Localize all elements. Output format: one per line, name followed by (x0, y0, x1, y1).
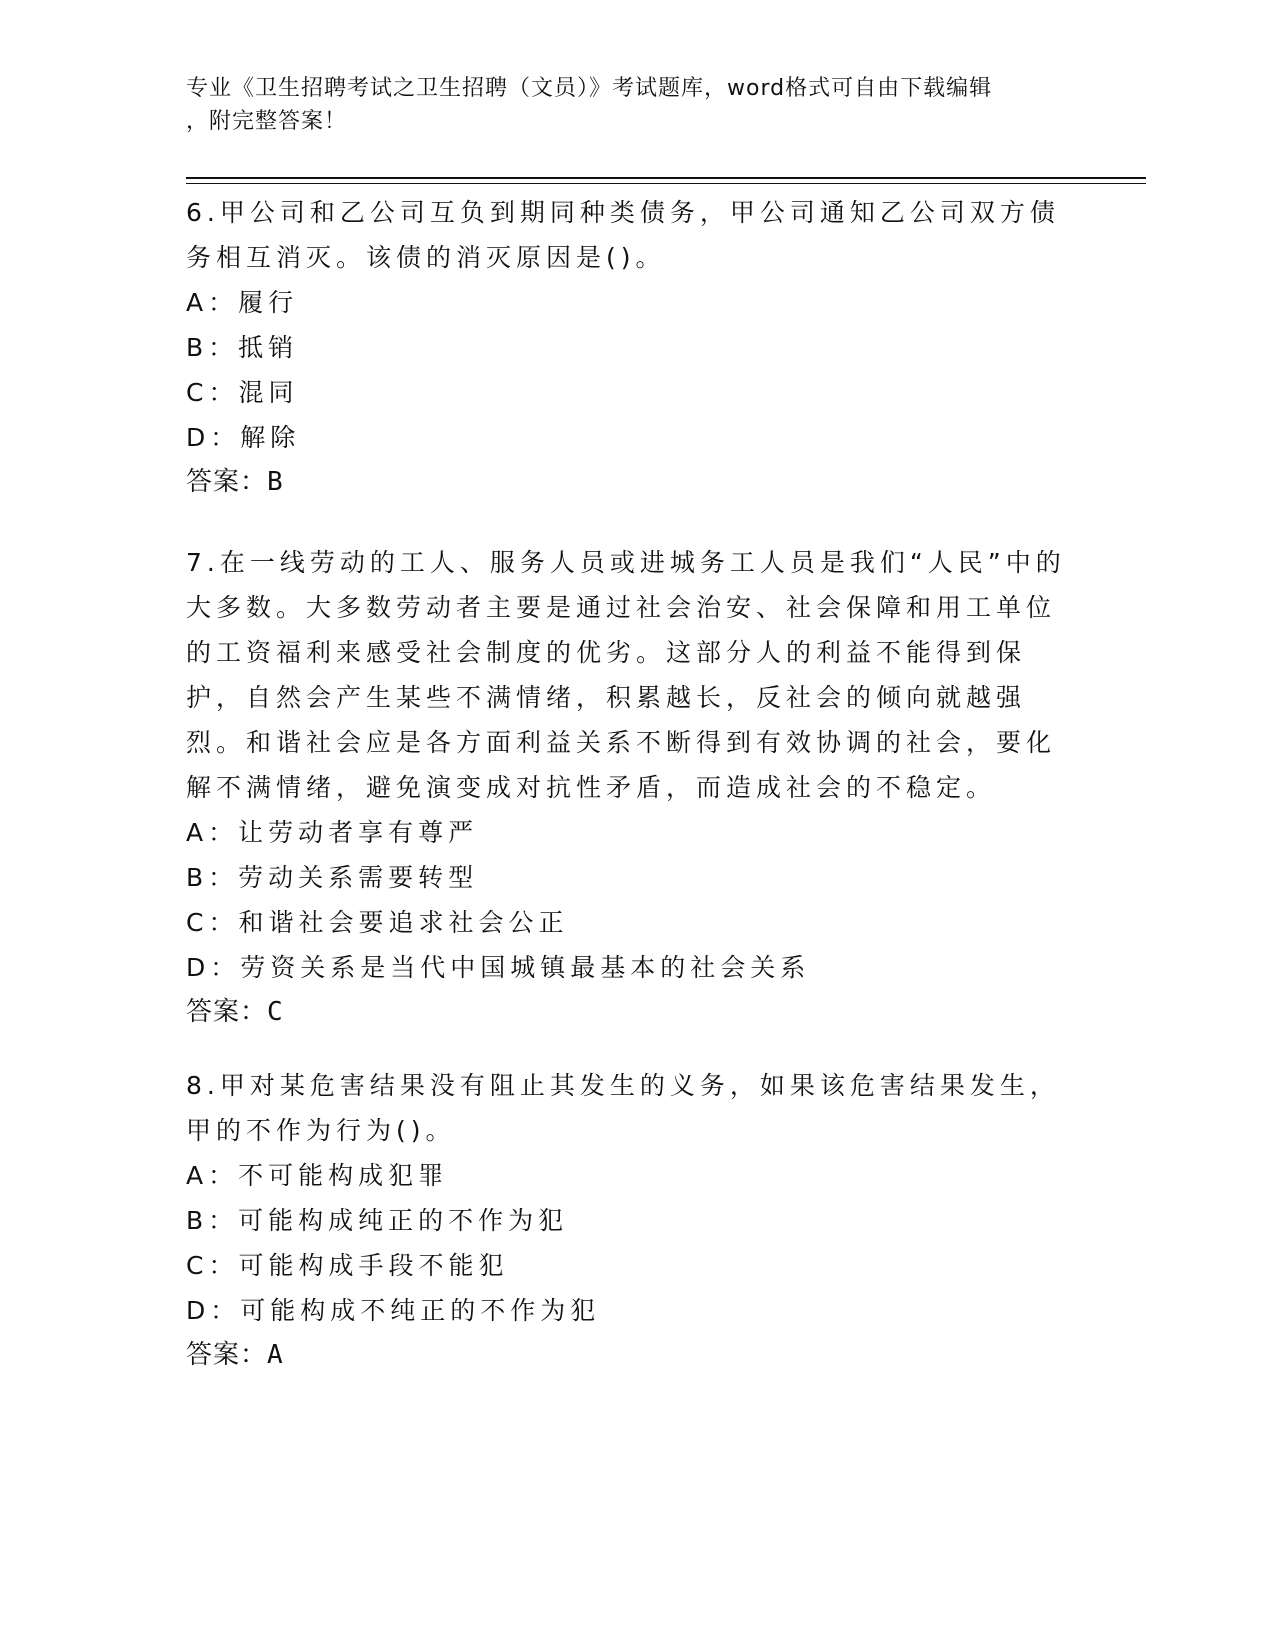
document-header (186, 72, 1056, 138)
option-c: C：和谐社会要追求社会公正 (186, 908, 569, 937)
option-a: A：不可能构成犯罪 (186, 1161, 449, 1190)
header-line-1: 专业《卫生招聘考试之卫生招聘（文员）》考试题库，word格式可自由下载编辑 (186, 76, 993, 101)
header-divider-thick (186, 177, 1146, 179)
answer-value: B (267, 467, 284, 497)
question-stem: 6.甲公司和乙公司互负到期同种类债务，甲公司通知乙公司双方债务相互消灭。该债的消灭原因是()。 (186, 198, 1060, 272)
header-divider-thin (186, 183, 1146, 184)
answer-label: 答案： (186, 1340, 268, 1370)
question-stem: 7.在一线劳动的工人、服务人员或进城务工人员是我们“人民”中的大多数。大多数劳动者主要是通过社会治安、社会保障和用工单位的工资福利来感受社会制度的优劣。这部分人的利益不能得到保护，自然会产生某些不满情绪，积累越长，反社会的倾向就越强烈。和谐社会应是各方面利益关系不断得到有效协调的社会，要化解不满情绪，避免演变成对抗性矛盾，而造成社会的不稳定。 (186, 548, 1066, 802)
question-6 (186, 190, 1066, 505)
option-b: B：可能构成纯正的不作为犯 (186, 1206, 569, 1235)
option-b: B：抵销 (186, 333, 299, 362)
option-c: C：可能构成手段不能犯 (186, 1251, 509, 1280)
header-line-2: ，附完整答案！ (186, 109, 348, 134)
answer-line (186, 990, 1066, 1035)
option-d: D：劳资关系是当代中国城镇最基本的社会关系 (186, 953, 811, 982)
answer-label: 答案： (186, 467, 268, 497)
answer-line (186, 1333, 1066, 1378)
answer-value: C (267, 997, 284, 1027)
option-a: A：让劳动者享有尊严 (186, 818, 479, 847)
question-stem: 8.甲对某危害结果没有阻止其发生的义务，如果该危害结果发生，甲的不作为行为()。 (186, 1071, 1060, 1145)
question-8 (186, 1063, 1066, 1378)
answer-value: A (267, 1340, 284, 1370)
question-7 (186, 540, 1066, 1035)
option-b: B：劳动关系需要转型 (186, 863, 479, 892)
option-d: D：解除 (186, 423, 301, 452)
answer-label: 答案： (186, 997, 268, 1027)
option-c: C：混同 (186, 378, 299, 407)
option-a: A：履行 (186, 288, 299, 317)
answer-line (186, 460, 1066, 505)
option-d: D：可能构成不纯正的不作为犯 (186, 1296, 601, 1325)
